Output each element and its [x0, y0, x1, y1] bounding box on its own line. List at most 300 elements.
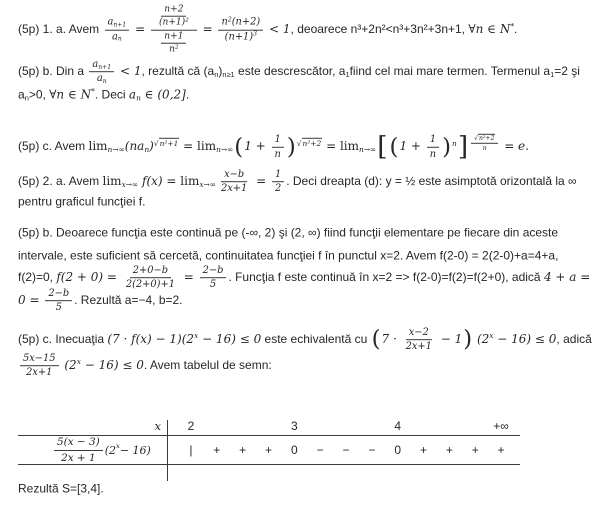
text-run: = e. [500, 139, 529, 154]
line-2a-2 [18, 195, 145, 210]
fraction [161, 32, 186, 56]
superscript [297, 139, 323, 148]
table-expression-label [52, 436, 151, 464]
text-run: (na [124, 139, 145, 154]
numerator [54, 436, 103, 450]
header-cell [436, 419, 462, 434]
text-run: 2x + 1 [61, 451, 96, 464]
text-run: n [117, 36, 122, 44]
sign-cell: − [368, 443, 376, 457]
line-2c-1 [18, 327, 592, 353]
denominator [427, 148, 439, 160]
math-run [359, 145, 376, 154]
line-1a [18, 5, 517, 56]
subscript [108, 145, 125, 154]
text-run: f(2 + 0) = [56, 270, 121, 285]
math-run [141, 88, 186, 102]
superscript [469, 135, 500, 153]
header-cell: +∞ [493, 419, 509, 433]
text-run: 2 [185, 17, 189, 24]
text-run: 2x+1 [405, 341, 432, 353]
math-run [116, 442, 120, 450]
text-run: n [169, 44, 175, 55]
denominator [166, 44, 181, 55]
math-run [77, 358, 81, 367]
math-run [468, 22, 510, 36]
sqrt [297, 138, 323, 148]
superscript [175, 44, 179, 50]
fraction [89, 59, 114, 85]
text-run: (5p) c. Avem [18, 139, 89, 154]
text-run: n [136, 93, 141, 103]
text-run: ∀n ∈ N [468, 22, 511, 37]
numerator [151, 5, 197, 31]
text-run: 5 [209, 279, 217, 291]
subscript [113, 22, 126, 29]
subscript [25, 94, 29, 103]
math-run [56, 270, 120, 284]
math-run [322, 139, 340, 153]
subscript [550, 70, 554, 79]
math-run [265, 22, 290, 36]
math-run [216, 145, 233, 154]
line-2b-4 [18, 288, 183, 314]
radicand [302, 138, 323, 148]
text-run: . Deci [94, 87, 129, 102]
text-run: 2−b [202, 265, 224, 277]
math-upright-run [103, 174, 122, 188]
subscript [98, 64, 111, 71]
text-run: * [510, 21, 515, 31]
text-run: n [274, 148, 281, 160]
math-run [252, 174, 270, 188]
text-run: 7 · [381, 332, 401, 347]
subscript [359, 145, 376, 154]
text-run: n²+2 [479, 135, 495, 143]
text-run: =2 şi [554, 64, 580, 79]
math-run [452, 139, 457, 148]
big-delimiter: ) [442, 133, 452, 160]
fraction [105, 17, 130, 43]
text-run: f(2)=0, [18, 270, 57, 285]
text-run: pentru graficul funcţiei f. [18, 194, 146, 209]
text-run: (n+1) [158, 18, 186, 29]
text-run: (7 · f(x) − 1)(2 [107, 332, 195, 347]
numerator [161, 5, 186, 17]
big-delimiter: ) [463, 326, 473, 353]
text-run: = [198, 22, 217, 37]
text-run: x [116, 441, 120, 450]
denominator [272, 183, 284, 195]
header-cell [230, 419, 256, 434]
subscript [222, 70, 234, 79]
text-run: 4 + a = [543, 270, 591, 285]
text-run: 1 [345, 70, 350, 80]
numerator [45, 288, 72, 301]
text-run: (n+1) [224, 31, 254, 43]
text-run: 2−b [48, 288, 70, 300]
text-run: . Funcţia f este continuă în x=2 => f(2-0)=f(2)=f(2+0), adică [228, 270, 544, 285]
numerator [89, 59, 114, 72]
big-delimiter: ] [457, 130, 469, 162]
text-run: < 1 [116, 64, 142, 79]
text-run: x−b [224, 169, 245, 181]
subscript [122, 180, 139, 189]
superscript [452, 139, 457, 148]
text-run: 5 [55, 302, 62, 314]
math-run [489, 332, 493, 341]
header-cell [307, 419, 333, 434]
fraction [427, 134, 439, 160]
text-run: 1 + [399, 139, 425, 154]
line-1c [18, 130, 529, 162]
text-run: = [322, 139, 340, 154]
fraction [403, 327, 435, 353]
numerator [161, 32, 186, 44]
text-run: − 1 [436, 332, 463, 347]
sign-cell: + [264, 443, 272, 457]
radicand [159, 138, 180, 148]
fraction [45, 288, 72, 314]
math-run [116, 64, 141, 78]
big-delimiter: ) [286, 133, 296, 160]
math-run [98, 64, 111, 71]
text-run: . [514, 22, 518, 37]
numerator [105, 17, 130, 30]
math-upright-run [180, 174, 199, 188]
math-run [113, 22, 126, 29]
line-2c-2 [18, 353, 272, 379]
math-run [118, 36, 122, 43]
text-run: lim [339, 139, 360, 154]
result-line [18, 482, 104, 497]
text-run: = [252, 174, 270, 189]
math-run [479, 135, 494, 142]
math-run [500, 139, 529, 153]
denominator [207, 279, 219, 291]
text-run: n [429, 148, 437, 160]
numerator [272, 169, 284, 182]
big-delimiter: ( [371, 326, 381, 353]
math-upright-run [88, 139, 107, 153]
math-run [244, 139, 269, 153]
text-run: 1 [429, 134, 437, 146]
subscript [118, 36, 122, 43]
text-run: = [179, 270, 198, 285]
numerator [200, 265, 227, 278]
text-run: n [452, 138, 457, 148]
text-run: n [482, 145, 487, 153]
math-run [122, 180, 139, 189]
superscript [91, 87, 95, 96]
fraction [20, 353, 59, 379]
text-run: n [221, 17, 228, 29]
denominator [109, 31, 125, 43]
fraction [272, 134, 284, 160]
text-run: = [179, 139, 198, 154]
fraction [123, 265, 178, 291]
text-run: 1 + [244, 139, 270, 154]
text-run: 5x−15 [23, 353, 56, 365]
text-run: (5p) c. Inecuaţia [18, 332, 108, 347]
text-run: fiind cel mai mare termen. Termenul a [349, 64, 551, 79]
table-vertical-rule [167, 420, 168, 481]
numerator [20, 353, 59, 366]
text-run: a [128, 87, 137, 102]
line-2b-3 [18, 265, 590, 291]
text-run: lim [102, 174, 122, 189]
text-run: − 16) ≤ 0 [493, 332, 557, 347]
superscript [154, 139, 180, 148]
text-run: x [76, 357, 81, 367]
subscript [199, 180, 216, 189]
math-run [120, 444, 151, 457]
text-run: n+1 [164, 31, 184, 42]
superscript [194, 332, 198, 341]
fraction [218, 17, 263, 43]
table-sign-row [178, 438, 514, 462]
text-run: . Deci dreapta (d): y = ½ este asimptotă orizontală la ∞ [286, 174, 577, 189]
text-run: 2 [274, 183, 282, 195]
sign-cell: − [316, 443, 324, 457]
math-run [399, 139, 424, 153]
subscript [103, 78, 107, 85]
text-run: (2 [473, 332, 490, 347]
math-run [382, 332, 401, 346]
text-run: 2x+1 [220, 183, 248, 195]
text-run: , adică [556, 332, 592, 347]
denominator [94, 73, 110, 85]
sign-cell: | [189, 443, 193, 457]
sign-cell: 0 [290, 443, 298, 457]
text-run: (2 [60, 358, 77, 373]
text-run: 2 [227, 16, 232, 24]
text-run: lim [197, 139, 217, 154]
denominator [156, 17, 192, 28]
header-cell [333, 419, 359, 434]
text-run: . [185, 87, 190, 102]
math-run [131, 22, 149, 36]
sign-cell: + [445, 443, 453, 457]
math-run [138, 174, 180, 188]
text-run: a [107, 17, 114, 29]
text-run: (2 [104, 443, 116, 457]
math-run [473, 332, 489, 346]
text-run: x [489, 331, 494, 341]
text-run: , deoarece n³+2n²<n³+3n²+3n+1, [290, 22, 469, 37]
text-run: n²+1 [159, 138, 179, 148]
text-run: a [96, 73, 103, 85]
numerator [272, 134, 284, 147]
text-run: n [102, 78, 107, 86]
superscript [116, 442, 120, 450]
math-run [125, 139, 145, 153]
text-run: , rezultă că (a [141, 64, 215, 79]
superscript [489, 332, 493, 341]
text-run: n→∞ [359, 145, 377, 155]
sign-cell: + [420, 443, 428, 457]
text-run: a [111, 31, 118, 43]
superscript [185, 18, 189, 24]
text-run: 2+0−b [132, 265, 169, 277]
text-run: 1 [274, 134, 281, 146]
text-run: x→∞ [121, 180, 139, 190]
sign-cell: 0 [394, 443, 402, 457]
text-run: = [131, 22, 149, 37]
text-run: intervale, este suficient să cercetă, continuitatea funcţiei f în punctul x=2. Avem f(2-0) = 2(2-0)+a=4+a, [18, 248, 559, 263]
fraction [218, 169, 250, 195]
line-1b-2 [18, 88, 189, 103]
superscript [228, 16, 232, 23]
numerator [218, 17, 263, 30]
radicand [478, 134, 495, 142]
denominator [218, 183, 250, 195]
superscript [253, 31, 257, 38]
denominator [156, 31, 191, 56]
numerator [427, 134, 439, 147]
denominator [58, 451, 99, 464]
math-run [544, 270, 590, 284]
denominator [222, 31, 260, 43]
subscript [214, 70, 218, 79]
text-run: x [194, 331, 199, 341]
result-text: Rezultă S=[3,4]. [18, 481, 104, 496]
header-cell [204, 419, 230, 434]
radical-sign: √ [474, 135, 479, 143]
header-cell [411, 419, 437, 434]
table-bottom-rule [18, 464, 520, 465]
math-run [437, 332, 462, 346]
text-run: n [24, 93, 29, 103]
radical-sign: √ [153, 138, 159, 148]
math-upright-run [340, 139, 359, 153]
denominator [403, 341, 435, 353]
text-run: x−2 [408, 327, 429, 339]
math-run [18, 293, 43, 307]
big-delimiter: ( [234, 133, 244, 160]
text-run: 5(x − 3) [57, 436, 100, 449]
text-run: n²+2 [302, 138, 322, 148]
subscript [136, 94, 141, 103]
math-run [199, 22, 217, 36]
line-1b-1 [18, 59, 580, 85]
text-run: (5p) b. Deoarece funcţia este continuă pe (-∞, 2) şi (2, ∞) fiind funcţii elementare pe fiecare din aceste [18, 225, 559, 240]
math-run [194, 332, 198, 341]
text-run: n→∞ [107, 145, 125, 155]
text-run: (5p) 2. a. Avem [18, 174, 103, 189]
sqrt [474, 134, 495, 142]
fraction [54, 436, 103, 463]
denominator [53, 302, 65, 314]
sign-cell: + [213, 443, 221, 457]
big-delimiter: [ [377, 130, 388, 162]
text-run: n [144, 145, 150, 155]
sqrt [154, 138, 180, 148]
math-run [180, 270, 198, 284]
denominator [272, 148, 284, 160]
fraction [272, 169, 284, 195]
text-run: a [92, 59, 99, 71]
text-run: n→∞ [216, 145, 234, 155]
text-run: este echivalentă cu [261, 332, 371, 347]
math-run [160, 139, 179, 148]
text-run: − 16) [119, 443, 151, 457]
text-run: ∀n ∈ N [49, 87, 92, 102]
table-x-label: x [154, 419, 161, 433]
text-run: . Avem tabelul de semn: [143, 358, 272, 373]
text-run: 0 = [18, 293, 44, 308]
math-run [81, 358, 144, 372]
math-run [199, 180, 216, 189]
math-run [61, 358, 77, 372]
denominator [480, 144, 490, 152]
superscript [510, 22, 514, 31]
text-run: ) [218, 64, 223, 79]
text-run: 1 [550, 70, 555, 80]
header-cell [359, 419, 385, 434]
text-run: >0, [28, 87, 50, 102]
header-cell: 3 [290, 419, 298, 433]
text-run: − 16) ≤ 0 [80, 358, 144, 373]
math-run [108, 145, 125, 154]
math-run [105, 444, 116, 457]
math-run [107, 332, 194, 346]
fraction [156, 5, 192, 29]
header-cell [462, 419, 488, 434]
table-header-row [178, 419, 514, 434]
sign-cell: + [497, 443, 505, 457]
text-run: a [18, 87, 25, 102]
text-run: lim [180, 174, 200, 189]
text-run: n≥1 [222, 70, 235, 80]
math-upright-run [197, 139, 216, 153]
fraction [151, 5, 197, 56]
text-run: ) [149, 139, 154, 154]
line-2b-1 [18, 226, 558, 241]
sign-cell: + [471, 443, 479, 457]
sign-cell: + [239, 443, 247, 457]
header-cell: 4 [394, 419, 402, 433]
numerator [221, 169, 247, 182]
header-cell: 2 [187, 419, 195, 433]
text-run: n+2 [164, 4, 184, 15]
text-run: ∈ (0,2] [140, 87, 186, 102]
line-2b-2 [18, 249, 558, 264]
sign-table [18, 418, 520, 484]
numerator [471, 135, 498, 144]
text-run: 2x+1 [26, 367, 53, 379]
text-run: * [91, 86, 95, 96]
text-run: f(x) = [138, 174, 181, 189]
numerator [406, 327, 432, 340]
math-run [136, 94, 141, 103]
math-run [144, 145, 149, 154]
fraction [471, 135, 498, 152]
line-2a-1 [18, 169, 577, 195]
math-run [493, 332, 556, 346]
subscript [144, 145, 149, 154]
subscript [345, 70, 349, 79]
text-run: este descrescător, a [234, 64, 346, 79]
denominator [23, 367, 55, 379]
radical-sign: √ [296, 138, 302, 148]
sign-cell: − [342, 443, 350, 457]
math-run [179, 139, 197, 153]
header-cell [256, 419, 282, 434]
big-delimiter: ( [389, 133, 399, 160]
numerator [130, 265, 171, 278]
text-run: 2(2+0)+1 [125, 279, 175, 291]
